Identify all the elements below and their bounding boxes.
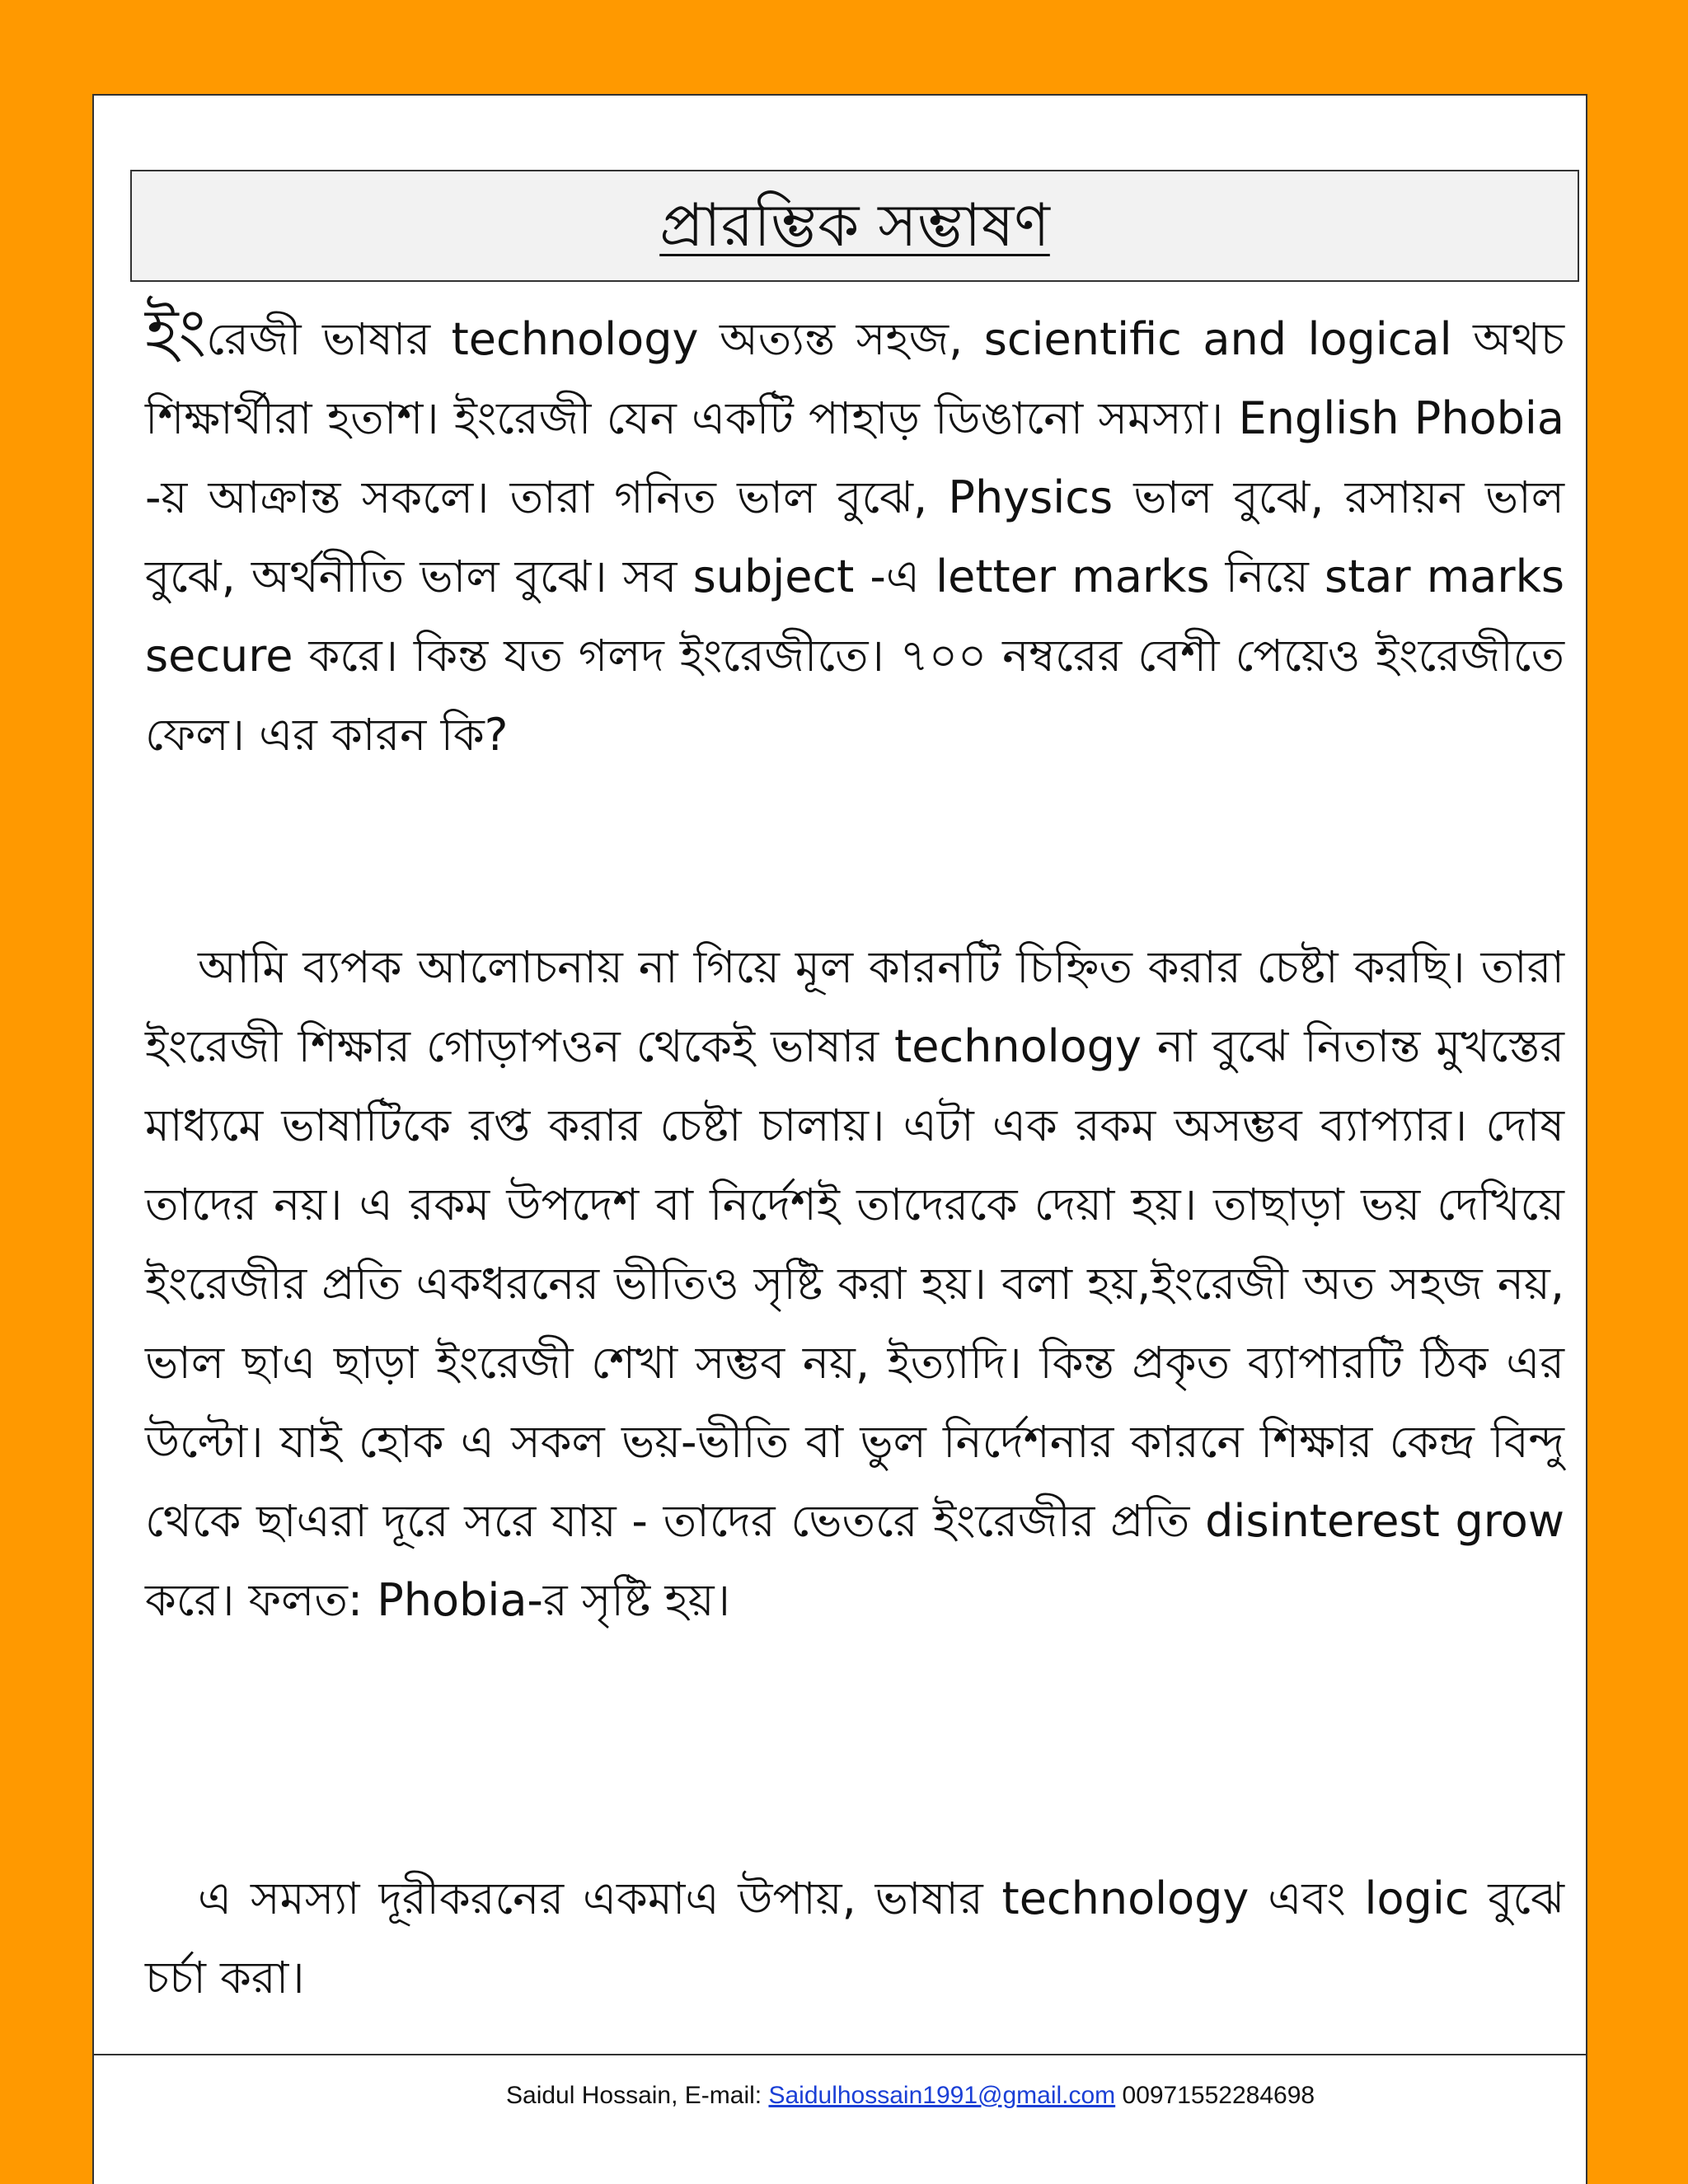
paragraph-1 bbox=[145, 293, 1564, 775]
title-box bbox=[130, 170, 1579, 282]
document-page bbox=[92, 94, 1587, 2184]
page-title: প্রারম্ভিক সম্ভাষণ bbox=[659, 190, 1050, 260]
paragraph-1-initial: ইং bbox=[145, 296, 207, 370]
footer-divider bbox=[94, 2054, 1586, 2055]
email-link[interactable]: Saidulhossain1991@gmail.com bbox=[768, 2082, 1116, 2109]
paragraph-2: আমি ব্যপক আলোচনায় না গিয়ে মূল কারনটি চিহ্নিত করার চেষ্টা করছি। তারা ইংরেজী শিক্ষার গোড়াপওন থেকেই ভাষার technology না বুঝে নিতান্ত মুখস্তের মাধ্যমে ভাষাটিকে রপ্ত করার চেষ্টা চালায়। এটা এক রকম অসম্ভব ব্যাপ্যার। দোষ তাদের নয়। এ রকম উপদেশ বা নির্দেশই তাদেরকে দেয়া হয়। তাছাড়া ভয় দেখিয়ে ইংরেজীর প্রতি একধরনের ভীতিও সৃষ্টি করা হয়। বলা হয়,ইংরেজী অত সহজ নয়, ভাল ছাএ ছাড়া ইংরেজী শেখা সম্ভব নয়, ইত্যাদি। কিন্ত প্রকৃত ব্যাপারটি ঠিক এর উল্টো। যাই হোক এ সকল ভয়-ভীতি বা ভুল নির্দেশনার কারনে শিক্ষার কেন্দ্র বিন্দু থেকে ছাএরা দূরে সরে যায় - তাদের ভেতরে ইংরেজীর প্রতি disinterest grow করে। ফলত: Phobia-র সৃষ্টি হয়। bbox=[145, 941, 1564, 1626]
footer bbox=[506, 2082, 1315, 2110]
paragraph-1-text: রেজী ভাষার technology অত্যন্ত সহজ, scientific and logical অথচ শিক্ষার্থীরা হতাশ। ইংরেজী যেন একটি পাহাড় ডিঙানো সমস্যা। English Phobia -য় আক্রান্ত সকলে। তারা গনিত ভাল বুঝে, Physics ভাল বুঝে, রসায়ন ভাল বুঝে, অর্থনীতি ভাল বুঝে। সব subject -এ letter marks নিয়ে star marks secure করে। কিন্ত যত গলদ ইংরেজীতে। ৭০০ নম্বরের বেশী পেয়েও ইংরেজীতে ফেল। এর কারন কি? bbox=[145, 313, 1564, 761]
footer-phone: 00971552284698 bbox=[1115, 2082, 1315, 2109]
paragraph-3: এ সমস্যা দূরীকরনের একমাএ উপায়, ভাষার technology এবং logic বুঝে চর্চা করা। bbox=[145, 1872, 1564, 2004]
footer-author: Saidul Hossain, E-mail: bbox=[506, 2082, 769, 2109]
